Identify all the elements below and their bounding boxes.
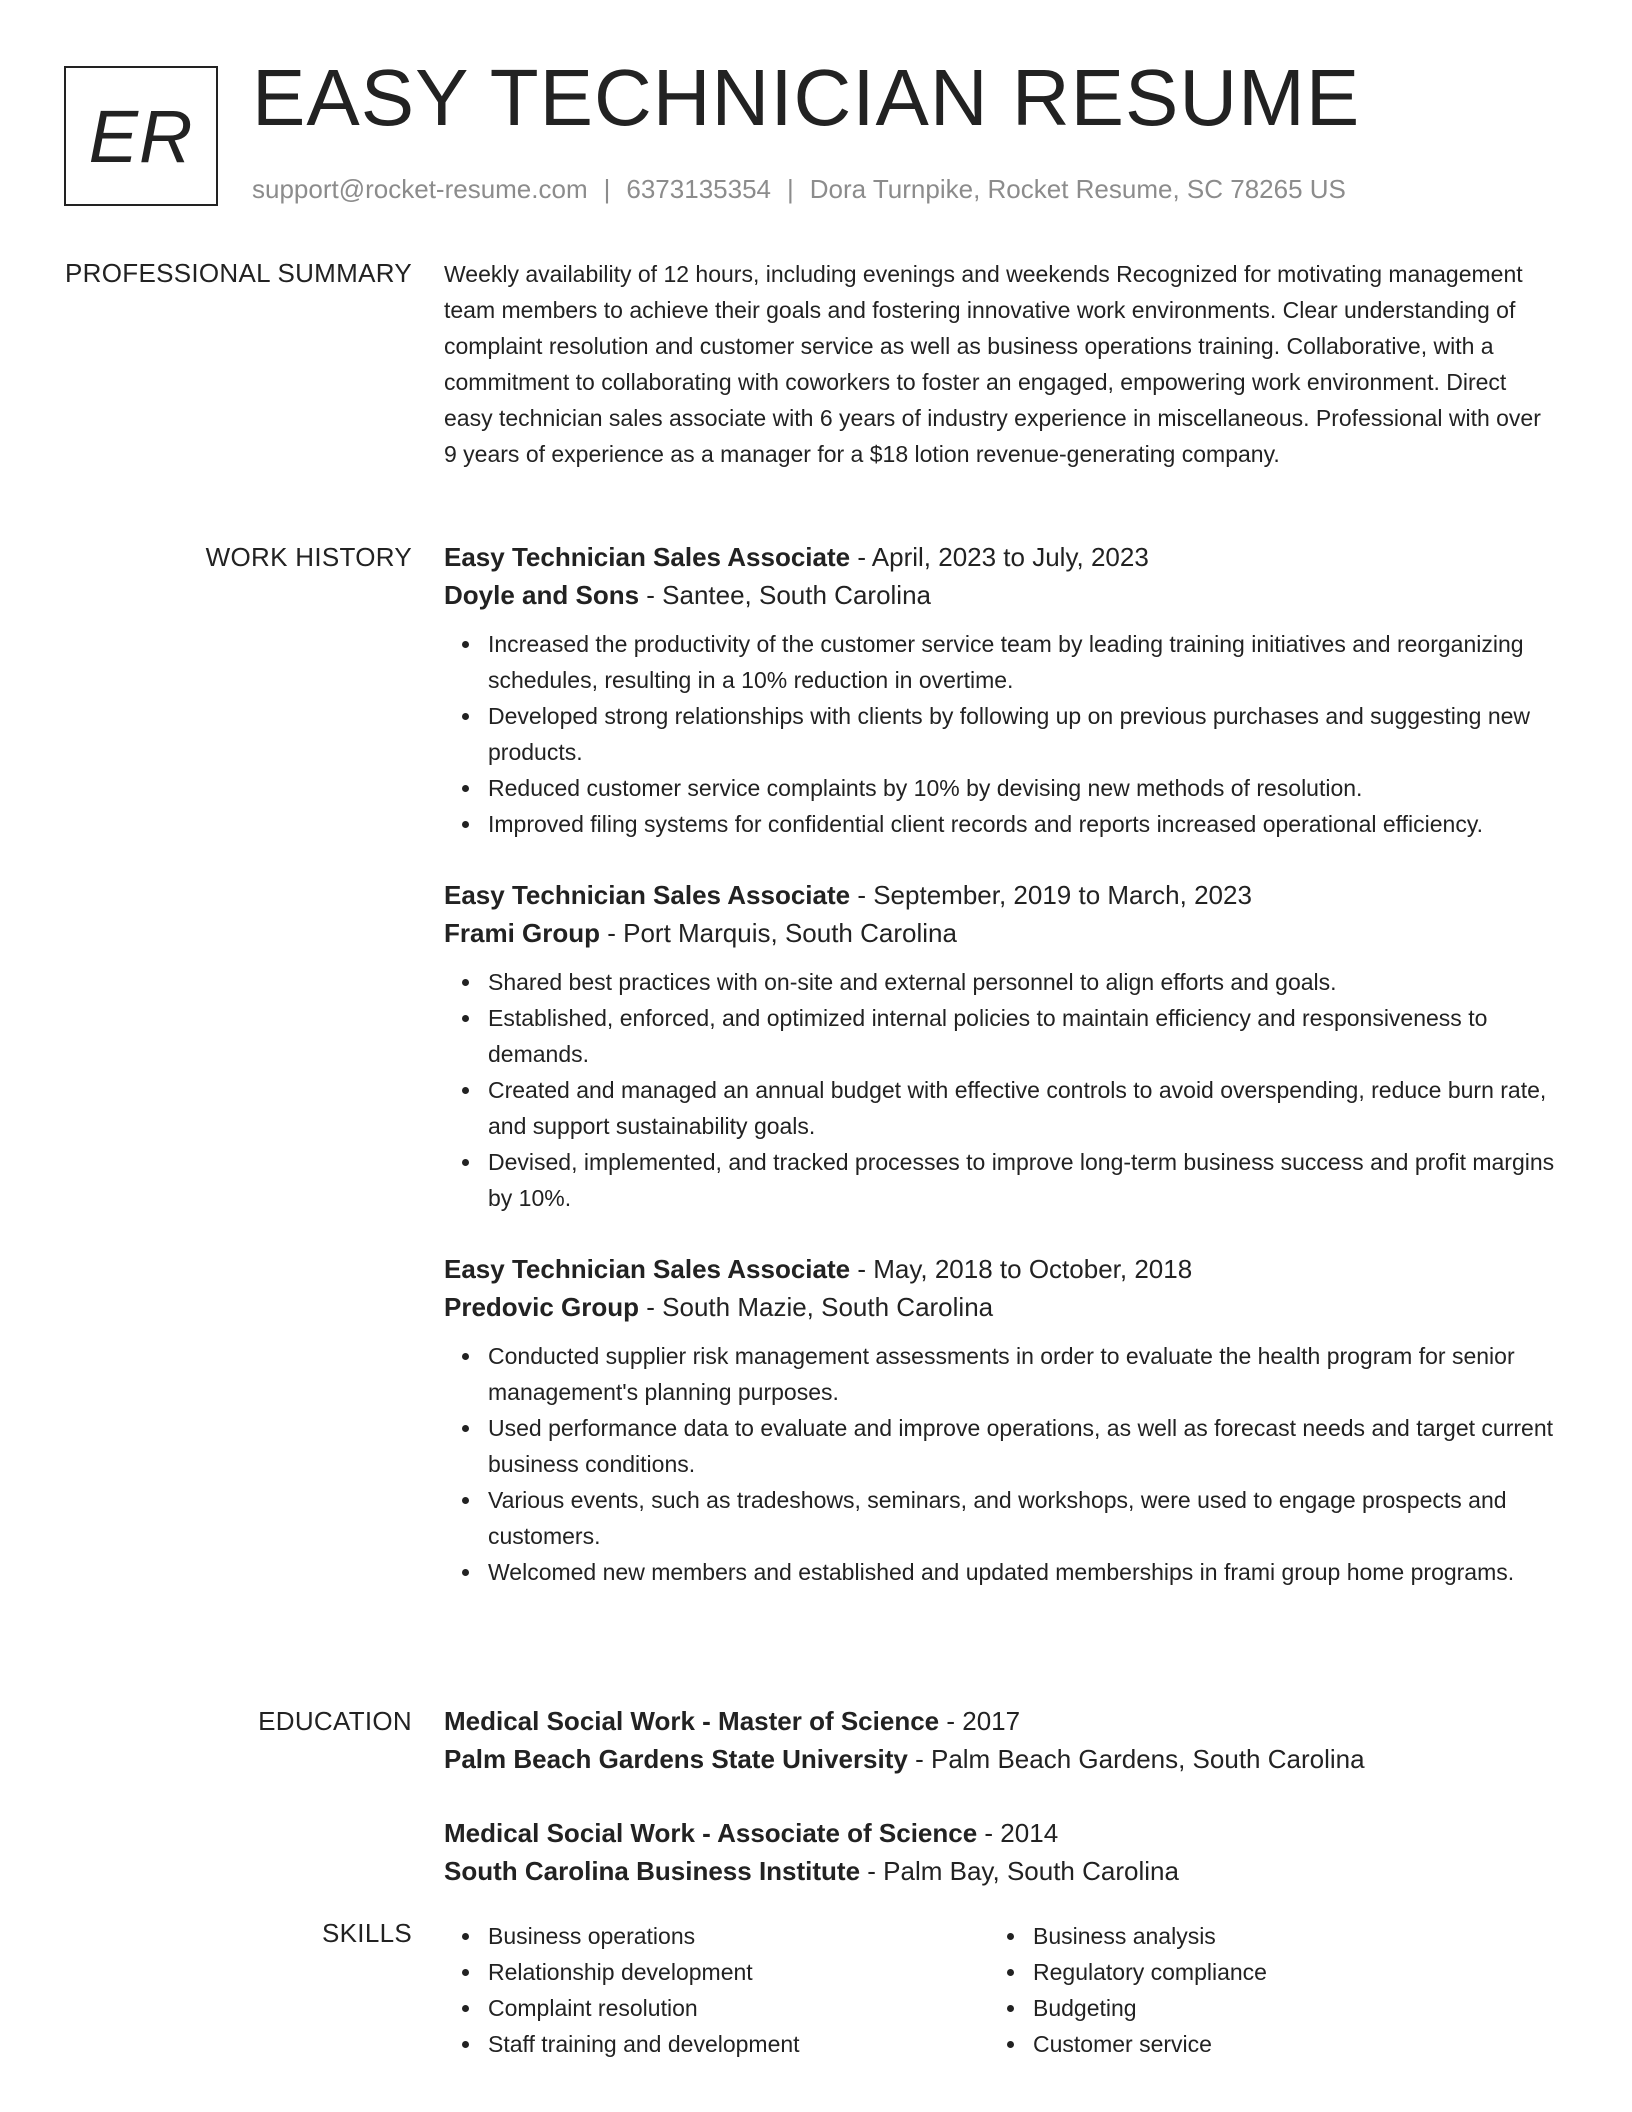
skills-label: SKILLS xyxy=(322,1918,412,1948)
job-bullet: Various events, such as tradeshows, seminars, and workshops, were used to engage prospects and customers. xyxy=(488,1482,1560,1554)
job-bullet: Conducted supplier risk management assessments in order to evaluate the health program for senior management's planning purposes. xyxy=(488,1338,1560,1410)
summary-body xyxy=(444,256,1560,472)
job-bullet: Reduced customer service complaints by 10% by devising new methods of resolution. xyxy=(488,770,1560,806)
skills-grid xyxy=(444,1918,1560,2062)
job-location: - South Mazie, South Carolina xyxy=(639,1292,994,1322)
skills-body xyxy=(444,1918,1560,2062)
school-line xyxy=(444,1852,1560,1890)
job-title-line xyxy=(444,1250,1560,1288)
school-location: - Palm Bay, South Carolina xyxy=(860,1856,1179,1886)
skill-item: Staff training and development xyxy=(488,2026,989,2062)
job-company-line xyxy=(444,914,1560,952)
job-company-line xyxy=(444,576,1560,614)
monogram-logo: ER xyxy=(64,66,218,206)
job-dates: - September, 2019 to March, 2023 xyxy=(850,880,1252,910)
skill-item: Budgeting xyxy=(1033,1990,1534,2026)
contact-address: Dora Turnpike, Rocket Resume, SC 78265 US xyxy=(809,174,1346,204)
education-entry xyxy=(444,1814,1560,1890)
job-title-line xyxy=(444,876,1560,914)
summary-text: Weekly availability of 12 hours, including evenings and weekends Recognized for motivating management team members to achieve their goals and fostering innovative work environments. Clear understanding of complaint resolution and customer service as well as business operations training. Collaborative, with a commitment to collaborating with coworkers to foster an engaged, empowering work environment. Direct easy technician sales associate with 6 years of industry experience in miscellaneous. Professional with over 9 years of experience as a manager for a $18 lotion revenue-generating company. xyxy=(444,261,1541,467)
degree-title: Medical Social Work - Associate of Science xyxy=(444,1818,978,1848)
skills-column-left xyxy=(444,1918,989,2062)
skill-item: Customer service xyxy=(1033,2026,1534,2062)
job-company: Doyle and Sons xyxy=(444,580,640,610)
job-bullet: Used performance data to evaluate and improve operations, as well as forecast needs and target current business conditions. xyxy=(488,1410,1560,1482)
school-location: - Palm Beach Gardens, South Carolina xyxy=(907,1744,1365,1774)
degree-line xyxy=(444,1814,1560,1852)
contact-separator: | xyxy=(787,174,794,204)
skills-column-right xyxy=(989,1918,1534,2062)
job-title: Easy Technician Sales Associate xyxy=(444,542,851,572)
job-company-line xyxy=(444,1288,1560,1326)
job-location: - Santee, South Carolina xyxy=(639,580,932,610)
degree-line xyxy=(444,1702,1560,1740)
job-dates: - April, 2023 to July, 2023 xyxy=(850,542,1149,572)
contact-email: support@rocket-resume.com xyxy=(252,174,588,204)
education-body xyxy=(444,1702,1560,1926)
job-bullets xyxy=(444,626,1560,842)
education-entry xyxy=(444,1702,1560,1778)
work-history-body xyxy=(444,538,1560,1624)
job-bullets xyxy=(444,1338,1560,1590)
school-name: South Carolina Business Institute xyxy=(444,1856,861,1886)
job-title-line xyxy=(444,538,1560,576)
skill-item: Business analysis xyxy=(1033,1918,1534,1954)
resume-title: EASY TECHNICIAN RESUME xyxy=(252,53,1361,142)
job-bullet: Shared best practices with on-site and external personnel to align efforts and goals. xyxy=(488,964,1560,1000)
job-bullets xyxy=(444,964,1560,1216)
job-bullet: Created and managed an annual budget with effective controls to avoid overspending, reduce burn rate, and support sustainability goals. xyxy=(488,1072,1560,1144)
job-bullet: Developed strong relationships with clients by following up on previous purchases and suggesting new products. xyxy=(488,698,1560,770)
degree-title: Medical Social Work - Master of Science xyxy=(444,1706,940,1736)
job-bullet: Improved filing systems for confidential client records and reports increased operational efficiency. xyxy=(488,806,1560,842)
skill-item: Complaint resolution xyxy=(488,1990,989,2026)
job-dates: - May, 2018 to October, 2018 xyxy=(850,1254,1193,1284)
job-company: Predovic Group xyxy=(444,1292,640,1322)
degree-year: - 2017 xyxy=(939,1706,1021,1736)
education-label: EDUCATION xyxy=(258,1706,412,1736)
school-line xyxy=(444,1740,1560,1778)
skill-item: Business operations xyxy=(488,1918,989,1954)
contact-phone: 6373135354 xyxy=(626,174,771,204)
contact-line xyxy=(252,174,1346,205)
degree-year: - 2014 xyxy=(977,1818,1059,1848)
job-bullet: Welcomed new members and established and updated memberships in frami group home programs. xyxy=(488,1554,1560,1590)
job-bullet: Devised, implemented, and tracked processes to improve long-term business success and profit margins by 10%. xyxy=(488,1144,1560,1216)
job-title: Easy Technician Sales Associate xyxy=(444,880,851,910)
job-entry xyxy=(444,538,1560,842)
school-name: Palm Beach Gardens State University xyxy=(444,1744,908,1774)
job-bullet: Increased the productivity of the customer service team by leading training initiatives and reorganizing schedules, resulting in a 10% reduction in overtime. xyxy=(488,626,1560,698)
job-title: Easy Technician Sales Associate xyxy=(444,1254,851,1284)
job-bullet: Established, enforced, and optimized internal policies to maintain efficiency and responsiveness to demands. xyxy=(488,1000,1560,1072)
job-entry xyxy=(444,1250,1560,1590)
skill-item: Regulatory compliance xyxy=(1033,1954,1534,1990)
skill-item: Relationship development xyxy=(488,1954,989,1990)
summary-label: PROFESSIONAL SUMMARY xyxy=(65,258,412,288)
work-history-label: WORK HISTORY xyxy=(205,542,412,572)
job-company: Frami Group xyxy=(444,918,601,948)
contact-separator: | xyxy=(603,174,611,204)
job-location: - Port Marquis, South Carolina xyxy=(600,918,957,948)
job-entry xyxy=(444,876,1560,1216)
